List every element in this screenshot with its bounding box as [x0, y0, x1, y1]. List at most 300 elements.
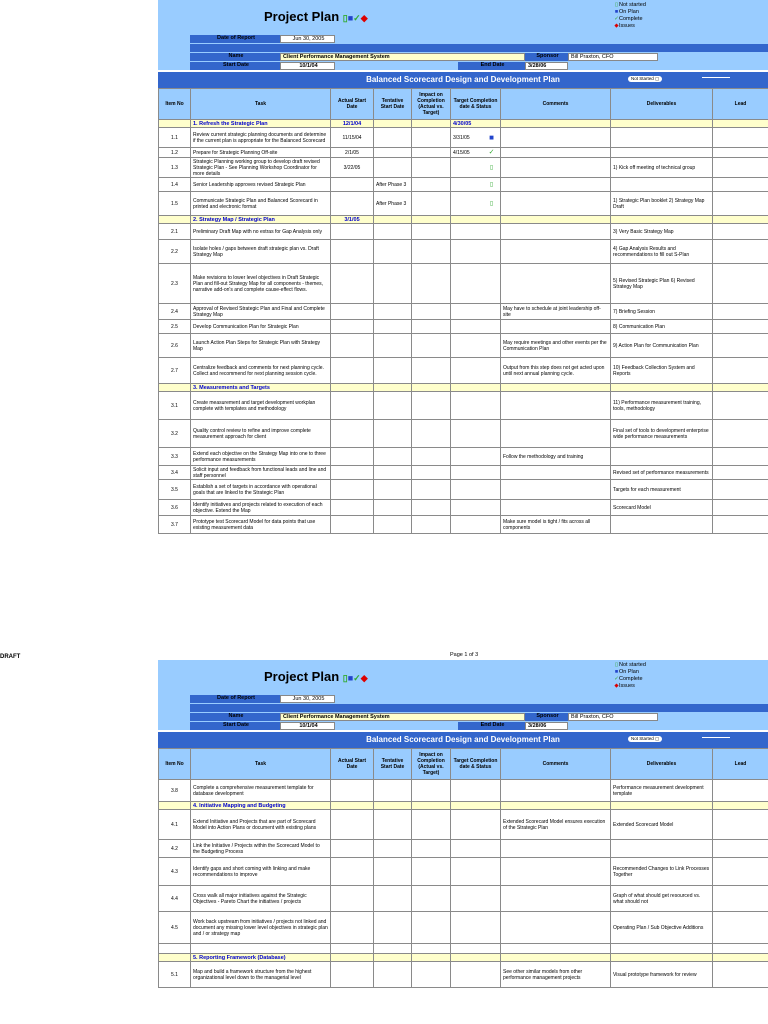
impact-cell: [412, 886, 451, 912]
target-status-cell: [451, 240, 501, 264]
deliverables-cell: 11) Performance measurement training, tools, methodology: [611, 392, 713, 420]
deliverables-cell: [611, 448, 713, 466]
legend-label: Complete: [619, 676, 643, 682]
deliverables-cell: Visual prototype framework for review: [611, 962, 713, 988]
deliverables-cell: Revised set of performance measurements: [611, 466, 713, 480]
section-row: [159, 954, 768, 962]
target-status-cell: [451, 304, 501, 320]
lead-cell: [713, 304, 768, 320]
section-blank: [611, 384, 713, 392]
impact-cell: [412, 810, 451, 840]
table-row: [159, 320, 768, 334]
lead-cell: [713, 886, 768, 912]
item-no: 2.3: [159, 264, 191, 304]
section-title: 3. Measurements and Targets: [191, 384, 331, 392]
target-status-cell: [451, 128, 501, 148]
item-no: 3.2: [159, 420, 191, 448]
comments-cell: See other similar models from other performance management projects: [501, 962, 611, 988]
deliverables-cell: 4) Gap Analysis Results and recommendations to fill out S-Plan: [611, 240, 713, 264]
task-cell: Create measurement and target development workplan complete with templates and methodology: [191, 392, 331, 420]
deliverables-cell: Graph of what should get resourced vs. what should not: [611, 886, 713, 912]
deliverables-cell: 9) Action Plan for Communication Plan: [611, 334, 713, 358]
section-blank: [501, 216, 611, 224]
table-row: [159, 780, 768, 802]
sponsor-label: Sponsor: [525, 713, 568, 721]
section-item-no: [159, 120, 191, 128]
task-cell: Centralize feedback and comments for next planning cycle. Collect and recommend for next planning session cycle.: [191, 358, 331, 384]
blank-cell: [191, 944, 331, 954]
actual-start-cell: 11/15/04: [331, 128, 374, 148]
section-impact: [412, 384, 451, 392]
name-label: Name: [190, 53, 280, 61]
tentative-start-cell: [374, 886, 412, 912]
on-plan-icon: ■: [614, 9, 619, 15]
deliverables-cell: [611, 516, 713, 534]
impact-cell: [412, 178, 451, 192]
status-filter[interactable]: Not Started ▢: [628, 76, 662, 82]
impact-cell: [412, 962, 451, 988]
table-row: [159, 392, 768, 420]
tentative-start-cell: [374, 264, 412, 304]
item-no: 3.7: [159, 516, 191, 534]
column-header: Item No: [159, 89, 191, 120]
target-status-cell: [451, 148, 501, 158]
item-no: 1.4: [159, 178, 191, 192]
impact-cell: [412, 780, 451, 802]
lead-cell: [713, 480, 768, 500]
deliverables-cell: [611, 178, 713, 192]
tentative-start-cell: [374, 500, 412, 516]
impact-cell: [412, 358, 451, 384]
actual-start-cell: 2/1/05: [331, 148, 374, 158]
task-cell: Establish a set of targets in accordance with operational goals that are linked to the Strategic Plan: [191, 480, 331, 500]
on-plan-icon: ■: [489, 132, 494, 142]
target-status-cell: [451, 516, 501, 534]
table-row: [159, 148, 768, 158]
plan-header: [158, 0, 768, 70]
table-row: [159, 264, 768, 304]
target-status-cell: [451, 912, 501, 944]
date-of-report-value: Jun 30, 2005: [280, 695, 335, 703]
not-started-icon: ▯: [614, 2, 619, 8]
actual-start-cell: [331, 392, 374, 420]
tentative-start-cell: [374, 858, 412, 886]
item-no: 2.7: [159, 358, 191, 384]
actual-start-cell: [331, 304, 374, 320]
actual-start-cell: [331, 224, 374, 240]
blank-cell: [412, 944, 451, 954]
deliverables-cell: 1) Strategic Plan booklet 2) Strategy Map Draft: [611, 192, 713, 216]
section-impact: [412, 802, 451, 810]
page-title: [264, 669, 368, 684]
tentative-start-cell: After Phase 3: [374, 178, 412, 192]
deliverables-cell: Final set of tools to development enterprise wide performance measurements: [611, 420, 713, 448]
name-value: Client Performance Management System: [280, 53, 525, 61]
blank-cell: [713, 944, 768, 954]
item-no: 5.1: [159, 962, 191, 988]
item-no: 3.3: [159, 448, 191, 466]
lead-cell: [713, 148, 768, 158]
deliverables-cell: Extended Scorecard Model: [611, 810, 713, 840]
actual-start-cell: [331, 358, 374, 384]
divider-bar: [190, 44, 768, 52]
target-status-cell: [451, 192, 501, 216]
section-title: 1. Refresh the Strategic Plan: [191, 120, 331, 128]
task-cell: Extend each objective on the Strategy Map into one to three performance measurements: [191, 448, 331, 466]
section-title: 4. Initiative Mapping and Budgeting: [191, 802, 331, 810]
target-status-cell: [451, 962, 501, 988]
section-blank: [611, 120, 713, 128]
impact-cell: [412, 466, 451, 480]
deliverables-cell: Targets for each measurement: [611, 480, 713, 500]
sponsor-value: Bill Praxton, CFO: [568, 713, 658, 721]
comments-cell: [501, 224, 611, 240]
target-date: 4/15/05: [453, 149, 470, 156]
blank-cell: [501, 944, 611, 954]
tentative-start-cell: [374, 780, 412, 802]
table-row: [159, 480, 768, 500]
comments-cell: Extended Scorecard Model ensures execution of the Strategic Plan: [501, 810, 611, 840]
item-no: 2.2: [159, 240, 191, 264]
lead-cell: [713, 334, 768, 358]
tentative-start-cell: [374, 240, 412, 264]
section-blank: [611, 216, 713, 224]
comments-cell: [501, 320, 611, 334]
plan-header: [158, 660, 768, 730]
plan-page-2: [158, 660, 768, 981]
column-header: Target Completion date & Status: [451, 749, 501, 780]
status-legend: [614, 2, 646, 30]
not-started-icon: ▯: [489, 181, 494, 188]
start-date-value: 10/1/04: [280, 62, 335, 70]
actual-start-cell: [331, 334, 374, 358]
column-header: Lead: [713, 89, 768, 120]
deliverables-cell: Operating Plan / Sub Objective Additions: [611, 912, 713, 944]
section-title: 5. Reporting Framework (Database): [191, 954, 331, 962]
comments-cell: [501, 264, 611, 304]
section-item-no: [159, 216, 191, 224]
target-status-cell: [451, 264, 501, 304]
lead-cell: [713, 392, 768, 420]
task-cell: Complete a comprehensive measurement template for database development: [191, 780, 331, 802]
target-status-cell: [451, 858, 501, 886]
on-plan-icon: ■: [614, 669, 619, 675]
banner-text: Balanced Scorecard Design and Development Plan: [366, 735, 560, 744]
task-table: [158, 748, 768, 988]
impact-cell: [412, 912, 451, 944]
actual-start-cell: [331, 516, 374, 534]
tentative-start-cell: [374, 304, 412, 320]
table-row: [159, 420, 768, 448]
date-of-report-label: Date of Report: [190, 35, 280, 43]
table-row: [159, 810, 768, 840]
actual-start-cell: [331, 240, 374, 264]
actual-start-cell: [331, 178, 374, 192]
task-cell: Solicit input and feedback from functional leads and line and staff personnel: [191, 466, 331, 480]
impact-cell: [412, 304, 451, 320]
target-status-cell: [451, 466, 501, 480]
task-cell: Prototype test Scorecard Model for data points that use existing measurement data: [191, 516, 331, 534]
deliverables-cell: 7) Briefing Session: [611, 304, 713, 320]
lead-cell: [713, 516, 768, 534]
not-started-icon: ▯: [614, 662, 619, 668]
table-row: [159, 858, 768, 886]
name-value: Client Performance Management System: [280, 713, 525, 721]
target-status-cell: [451, 224, 501, 240]
section-blank: [501, 120, 611, 128]
legend-label: Complete: [619, 16, 643, 22]
section-tentative: [374, 216, 412, 224]
blank-cell: [331, 944, 374, 954]
section-tentative: [374, 802, 412, 810]
deliverables-cell: 1) Kick off meeting of technical group: [611, 158, 713, 178]
actual-start-cell: [331, 420, 374, 448]
complete-icon: ✓: [614, 16, 619, 22]
tentative-start-cell: [374, 158, 412, 178]
target-status-cell: [451, 840, 501, 858]
divider-bar: [190, 704, 768, 712]
not-started-icon: ▯: [489, 200, 494, 207]
actual-start-cell: [331, 466, 374, 480]
column-header: Actual Start Date: [331, 749, 374, 780]
section-target: [451, 954, 501, 962]
section-impact: [412, 954, 451, 962]
complete-icon: ✓: [488, 148, 495, 156]
section-item-no: [159, 954, 191, 962]
end-date-value: 3/28/06: [525, 722, 568, 730]
item-no: 2.6: [159, 334, 191, 358]
column-header: Impact on Completion (Actual vs. Target): [412, 749, 451, 780]
sponsor-label: Sponsor: [525, 53, 568, 61]
impact-cell: [412, 224, 451, 240]
section-item-no: [159, 802, 191, 810]
end-date-value: 3/28/06: [525, 62, 568, 70]
section-actual-start: [331, 802, 374, 810]
actual-start-cell: [331, 264, 374, 304]
comments-cell: [501, 392, 611, 420]
task-cell: Review current strategic planning documents and determine if the current plan is appropriate for the Balanced Scorecard: [191, 128, 331, 148]
lead-cell: [713, 840, 768, 858]
lead-cell: [713, 858, 768, 886]
deliverables-cell: [611, 148, 713, 158]
lead-cell: [713, 500, 768, 516]
target-status-cell: [451, 334, 501, 358]
status-filter[interactable]: Not Started ▢: [628, 736, 662, 742]
section-title: 2. Strategy Map / Strategic Plan: [191, 216, 331, 224]
deliverables-cell: 8) Communication Plan: [611, 320, 713, 334]
impact-cell: [412, 240, 451, 264]
column-header: Item No: [159, 749, 191, 780]
table-header: [159, 749, 768, 780]
comments-cell: [501, 240, 611, 264]
lead-cell: [713, 178, 768, 192]
blank-row: [159, 944, 768, 954]
task-cell: Isolate holes / gaps between draft strategic plan vs. Draft Strategy Map: [191, 240, 331, 264]
tentative-start-cell: [374, 912, 412, 944]
item-no: 4.5: [159, 912, 191, 944]
sponsor-value: Bill Praxton, CFO: [568, 53, 658, 61]
status-icons: ▯■✓◆: [342, 673, 368, 683]
title-text: Project Plan: [264, 9, 340, 24]
banner-underline: [702, 77, 730, 78]
table-row: [159, 178, 768, 192]
legend-label: Issues: [619, 683, 635, 689]
item-no: 2.5: [159, 320, 191, 334]
task-cell: Strategic Planning working group to develop draft revised Strategic Plan - See Planning Workshop Coordinator for more details: [191, 158, 331, 178]
page-number: Page 1 of 3: [450, 652, 479, 658]
issues-icon: ◆: [614, 23, 619, 29]
comments-cell: May require meetings and other events per the Communication Plan: [501, 334, 611, 358]
item-no: 1.3: [159, 158, 191, 178]
column-header: Deliverables: [611, 89, 713, 120]
deliverables-cell: Recommended Changes to Link Processes Together: [611, 858, 713, 886]
target-status-cell: [451, 448, 501, 466]
section-actual-start: 3/1/05: [331, 216, 374, 224]
section-blank: [501, 954, 611, 962]
deliverables-cell: 10) Feedback Collection System and Reports: [611, 358, 713, 384]
actual-start-cell: [331, 962, 374, 988]
table-row: [159, 358, 768, 384]
impact-cell: [412, 334, 451, 358]
item-no: 4.1: [159, 810, 191, 840]
date-of-report-label: Date of Report: [190, 695, 280, 703]
tentative-start-cell: [374, 516, 412, 534]
table-row: [159, 334, 768, 358]
plan-page-1: [158, 0, 768, 531]
blank-cell: [611, 944, 713, 954]
task-cell: Approval of Revised Strategic Plan and Final and Complete Strategy Map: [191, 304, 331, 320]
target-status-cell: [451, 420, 501, 448]
actual-start-cell: [331, 320, 374, 334]
plan-banner: [158, 732, 768, 748]
tentative-start-cell: [374, 962, 412, 988]
tentative-start-cell: [374, 420, 412, 448]
comments-cell: [501, 128, 611, 148]
tentative-start-cell: [374, 448, 412, 466]
banner-text: Balanced Scorecard Design and Development Plan: [366, 75, 560, 84]
table-row: [159, 886, 768, 912]
task-cell: Quality control review to refine and improve complete measurement approach for client: [191, 420, 331, 448]
table-header: [159, 89, 768, 120]
column-header: Impact on Completion (Actual vs. Target): [412, 89, 451, 120]
draft-label: DRAFT: [0, 654, 21, 660]
actual-start-cell: [331, 480, 374, 500]
column-header: Tentative Start Date: [374, 749, 412, 780]
actual-start-cell: [331, 448, 374, 466]
target-status-cell: [451, 480, 501, 500]
deliverables-cell: 5) Revised Strategic Plan 6) Revised Strategy Map: [611, 264, 713, 304]
column-header: Comments: [501, 749, 611, 780]
table-row: [159, 240, 768, 264]
column-header: Actual Start Date: [331, 89, 374, 120]
impact-cell: [412, 128, 451, 148]
section-blank: [611, 954, 713, 962]
comments-cell: [501, 192, 611, 216]
deliverables-cell: Performance measurement development template: [611, 780, 713, 802]
section-row: [159, 384, 768, 392]
task-cell: Link the Initiative / Projects within the Scorecard Model to the Budgeting Process: [191, 840, 331, 858]
target-status-cell: [451, 392, 501, 420]
section-impact: [412, 120, 451, 128]
impact-cell: [412, 448, 451, 466]
tentative-start-cell: [374, 128, 412, 148]
name-label: Name: [190, 713, 280, 721]
target-status-cell: [451, 358, 501, 384]
column-header: Target Completion date & Status: [451, 89, 501, 120]
task-cell: Prepare for Strategic Planning Off-site: [191, 148, 331, 158]
task-cell: Make revisions to lower level objectives in Draft Strategic Plan and fill-out Strategy Map for all components - themes, narrative add-on's and complete cause-effect flows.: [191, 264, 331, 304]
target-status-cell: [451, 810, 501, 840]
section-blank: [713, 120, 768, 128]
start-date-label: Start Date: [190, 722, 280, 730]
actual-start-cell: [331, 912, 374, 944]
column-header: Comments: [501, 89, 611, 120]
tentative-start-cell: [374, 392, 412, 420]
impact-cell: [412, 264, 451, 304]
item-no: 3.8: [159, 780, 191, 802]
impact-cell: [412, 500, 451, 516]
actual-start-cell: [331, 886, 374, 912]
comments-cell: [501, 780, 611, 802]
task-cell: Cross walk all major initiatives against the Strategic Objectives - Pareto Chart the initiatives / projects: [191, 886, 331, 912]
section-target: 4/30/05: [451, 120, 501, 128]
tentative-start-cell: [374, 224, 412, 240]
comments-cell: [501, 500, 611, 516]
task-cell: Launch Action Plan Steps for Strategic Plan with Strategy Map: [191, 334, 331, 358]
deliverables-cell: [611, 840, 713, 858]
actual-start-cell: [331, 780, 374, 802]
item-no: 2.1: [159, 224, 191, 240]
table-row: [159, 304, 768, 320]
section-row: [159, 120, 768, 128]
impact-cell: [412, 420, 451, 448]
item-no: 2.4: [159, 304, 191, 320]
legend-label: On Plan: [619, 9, 639, 15]
lead-cell: [713, 192, 768, 216]
comments-cell: [501, 480, 611, 500]
impact-cell: [412, 858, 451, 886]
tentative-start-cell: [374, 840, 412, 858]
section-blank: [501, 384, 611, 392]
lead-cell: [713, 448, 768, 466]
table-row: [159, 840, 768, 858]
tentative-start-cell: [374, 480, 412, 500]
tentative-start-cell: [374, 334, 412, 358]
section-blank: [713, 384, 768, 392]
task-cell: Work back upstream from initiatives / projects not linked and document any missing lower level objectives in strategic plan and / or strategy map: [191, 912, 331, 944]
comments-cell: [501, 466, 611, 480]
target-status-cell: [451, 886, 501, 912]
lead-cell: [713, 264, 768, 304]
task-cell: Senior Leadership approves revised Strategic Plan: [191, 178, 331, 192]
target-status-cell: [451, 320, 501, 334]
title-text: Project Plan: [264, 669, 340, 684]
lead-cell: [713, 962, 768, 988]
comments-cell: Output from this step does not get acted upon until next annual planning cycle.: [501, 358, 611, 384]
table-row: [159, 448, 768, 466]
target-date: 3/31/05: [453, 134, 470, 141]
lead-cell: [713, 466, 768, 480]
comments-cell: [501, 158, 611, 178]
section-tentative: [374, 954, 412, 962]
lead-cell: [713, 912, 768, 944]
task-cell: Identify initiatives and projects related to execution of each objective. Extend the Map: [191, 500, 331, 516]
task-cell: Extend Initiative and Projects that are part of Scorecard Model into Action Plans or document with existing plans: [191, 810, 331, 840]
target-status-cell: [451, 178, 501, 192]
legend-label: Not started: [619, 2, 646, 8]
not-started-icon: ▯: [489, 164, 494, 171]
legend-label: Issues: [619, 23, 635, 29]
